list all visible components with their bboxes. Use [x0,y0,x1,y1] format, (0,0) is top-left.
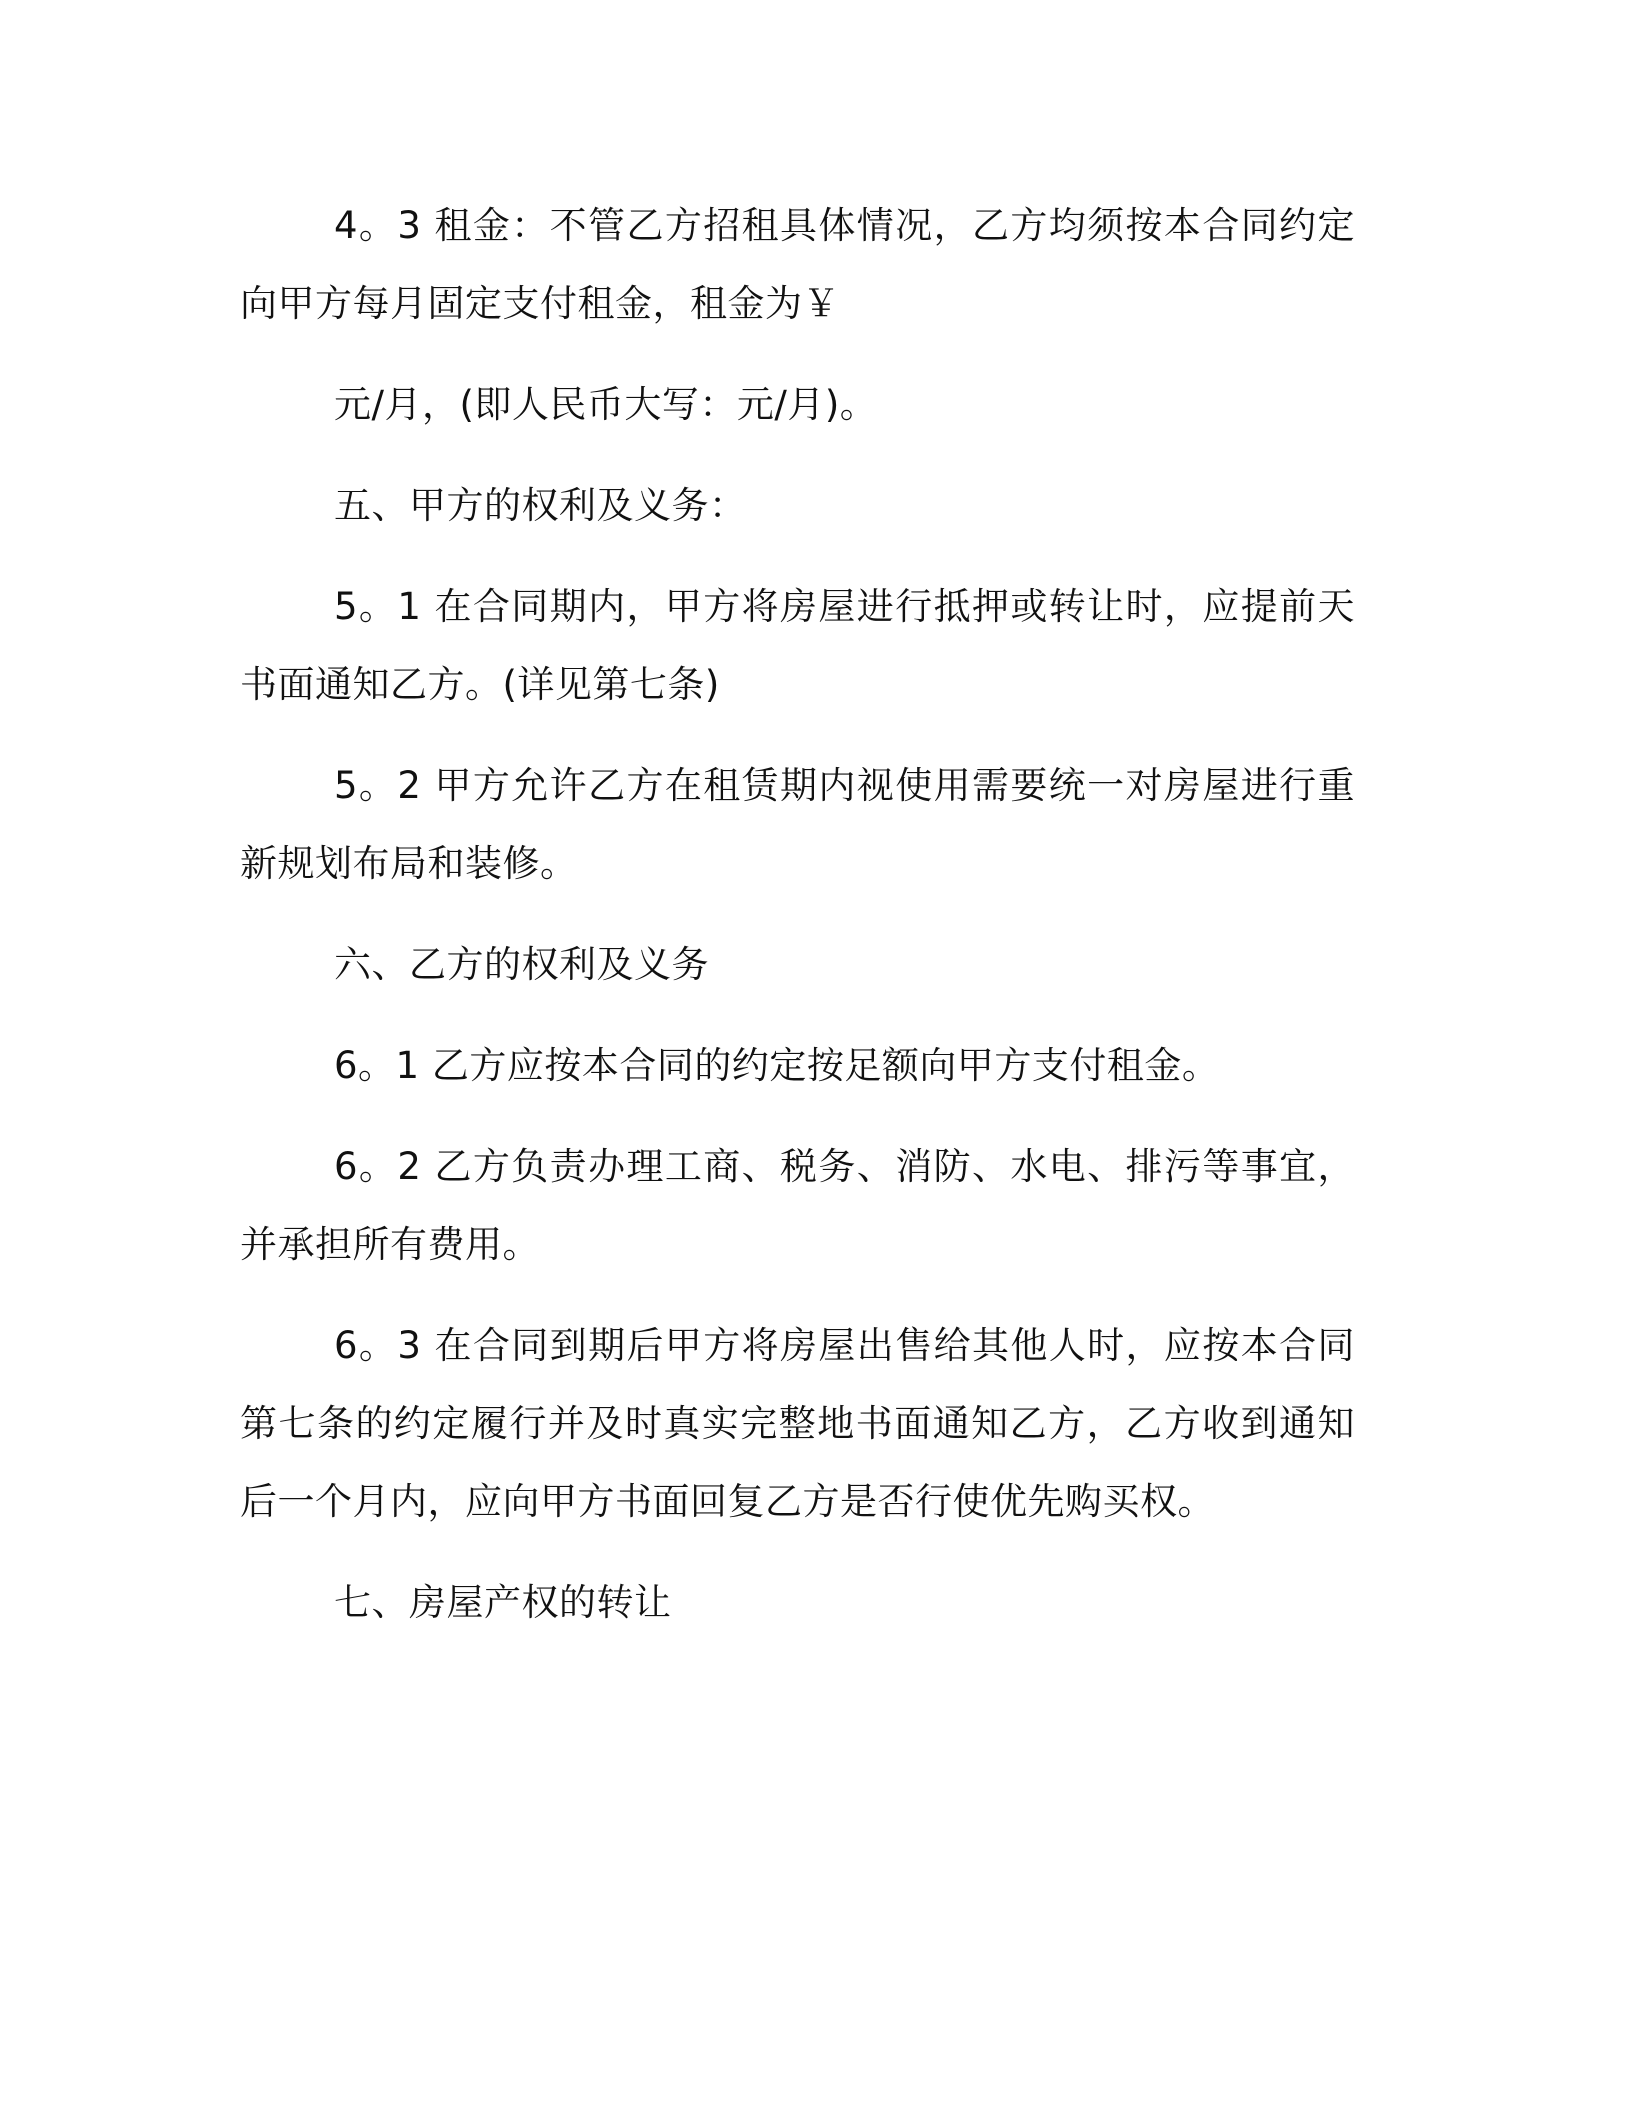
document-body [240,187,1355,1665]
clause-6-3: 6。3 在合同到期后甲方将房屋出售给其他人时，应按本合同第七条的约定履行并及时真实完整地书面通知乙方，乙方收到通知后一个月内，应向甲方书面回复乙方是否行使优先购买权。 [240,1324,1355,1523]
section-heading-7: 七、房屋产权的转让 [334,1581,672,1624]
clause-5-2: 5。2 甲方允许乙方在租赁期内视使用需要统一对房屋进行重新规划布局和装修。 [240,764,1355,885]
clause-6-1: 6。1 乙方应按本合同的约定按足额向甲方支付租金。 [334,1044,1220,1087]
clause-6-2: 6。2 乙方负责办理工商、税务、消防、水电、排污等事宜，并承担所有费用。 [240,1145,1355,1266]
clause-5-1: 5。1 在合同期内，甲方将房屋进行抵押或转让时，应提前天书面通知乙方。(详见第七条) [240,585,1355,706]
clause-4-3-rent: 4。3 租金：不管乙方招租具体情况，乙方均须按本合同约定向甲方每月固定支付租金，租金为￥ [240,204,1355,325]
section-heading-6: 六、乙方的权利及义务 [334,943,709,986]
section-heading-5: 五、甲方的权利及义务： [334,484,747,527]
clause-4-3-rent-amount: 元/月，(即人民币大写：元/月)。 [334,383,878,426]
